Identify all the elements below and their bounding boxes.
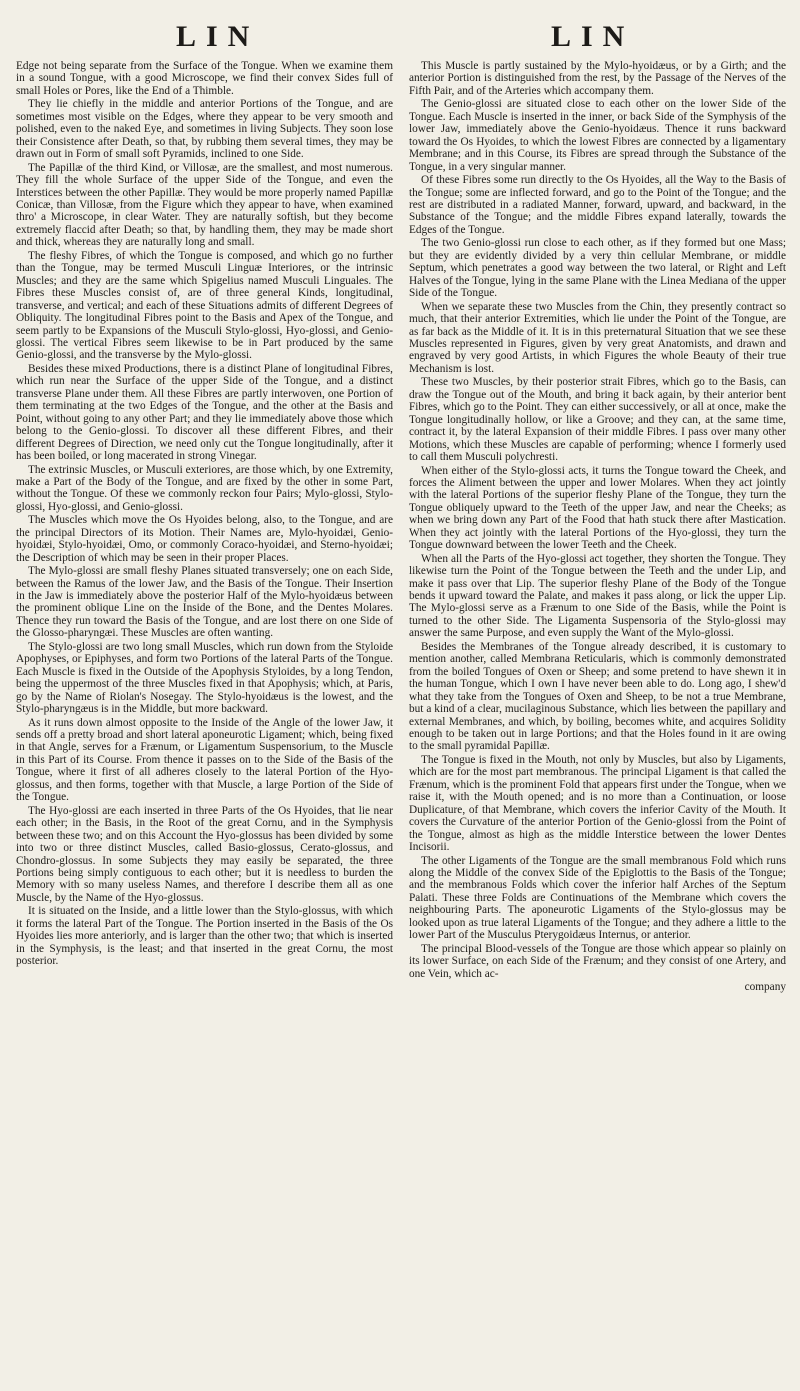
paragraph: Besides these mixed Productions, there is a distinct Plane of longitudinal Fibres, which run near the Surface of the upper Side of the Tongue, and a distinct transverse Plane under them. All these Fibres are partly interwoven, one Portion of them terminating at the two Edges of the Tongue, and the other at the Basis and Point, without going to any other Part; and they lie immediately above those which belong to the Genio-glossi. To discover all these different Fibres, and their different Degrees of Direction, we need only cut the Tongue longitudinally, after it has been boiled, or long macerated in strong Vinegar. [16,362,393,463]
paragraph: It is situated on the Inside, and a little lower than the Stylo-glossus, with which it forms the lateral Part of the Tongue. The Portion inserted in the Basis of the Os Hyoides lies more anteriorly, and is larger than the other two; that which is inserted in the Symphysis, is the least; and that inserted in the great Cornu, the most posterior. [16,905,393,968]
paragraph: This Muscle is partly sustained by the Mylo-hyoidæus, or by a Girth; and the anterior Portion is distinguished from the rest, by the Passage of the Nerves of the Fifth Pair, and of the Arteries which accompany them. [409,60,786,97]
paragraph: Of these Fibres some run directly to the Os Hyoides, all the Way to the Basis of the Tongue; some are inflected forward, and go to the Point of the Tongue; and the rest are distributed in a radiated Manner, forward, upward, and backward, in the Substance of the Tongue; and the middle Fibres expand laterally, towards the Edges of the Tongue. [409,174,786,236]
paragraph: The Genio-glossi are situated close to each other on the lower Side of the Tongue. Each Muscle is inserted in the inner, or back Side of the Symphysis of the lower Jaw, immediately above the Genio-hyoidæus. Thence it runs backward toward the Os Hyoides, to which the lowest Fibres are connected by a ligamentary Membrane; and in this Course, its Fibres are spread through the Substance of the Tongue, in a very singular manner. [409,98,786,173]
header-left: LIN [176,20,260,53]
paragraph: The fleshy Fibres, of which the Tongue is composed, and which go no further than the Tongue, may be termed Musculi Linguæ Interiores, or the intrinsic Muscles; and they are the same which Spigelius named Musculi Linguales. The Fibres these Muscles consist of, are of three general Kinds, longitudinal, transverse, and vertical; and each of these Situations admits of different Degrees of Obliquity. The longitudinal Fibres point to the Basis and Apex of the Tongue, and seem partly to be Expansions of the Musculi Stylo-glossi, Hyo-glossi, and Genio-glossi. The vertical Fibres seem likewise to be in Part produced by the same Genio-glossi, and the transverse by the Mylo-glossi. [16,249,393,362]
paragraph: Besides the Membranes of the Tongue already described, it is customary to mention another, called Membrana Reticularis, which is commonly demonstrated from the boiled Tongues of Oxen or Sheep; and some pretend to have shewn it in the human Tongue, which I own I have never been able to do. Long ago, I shew'd what they take from the Tongues of Oxen and Sheep, to be not a true Membrane, but a kind of a clear, mucilaginous Substance, which lies between the papillary and external Membranes, and which, by boiling, becomes white, and acquires Solidity enough to be taken out in large Portions; and that the Holes found in it are owing to the small pyramidal Papillæ. [409,640,786,753]
running-header [16,10,786,60]
paragraph: When all the Parts of the Hyo-glossi act together, they shorten the Tongue. They likewise turn the Point of the Tongue between the Teeth and the under Lip, and make it pass over that Lip. The superior fleshy Plane of the Body of the Tongue bends it upward toward the Palate, and makes it pass along, or lick the upper Lip. The Mylo-glossi serve as a Frænum to one Side of the Basis, while the Point is turned to the other Side. The Ligamenta Suspensoria of the Stylo-glossi may answer the same Purpose, and even supply the Want of the Mylo-glossi. [409,552,786,640]
paragraph: The Muscles which move the Os Hyoides belong, also, to the Tongue, and are the principal Directors of its Motion. Their Names are, Mylo-hyoidæi, Genio-hyoidæi, Stylo-hyoidæi, Omo, or commonly Coraco-hyoidæi, and Sterno-hyoidæi; the Description of which may be seen in their proper Places. [16,514,393,564]
left-column [16,60,393,994]
text-columns [16,60,786,994]
paragraph: When we separate these two Muscles from the Chin, they presently contract so much, that their anterior Extremities, which lie under the Point of the Tongue, are as far back as the Middle of it. It is in this preternatural Situation that we see these Muscles represented in Figures, given by very great Anatomists, and drawn and engraved by very good Artists, in which Figures the whole Beauty of their true Mechanism is lost. [409,300,786,375]
paragraph: The Papillæ of the third Kind, or Villosæ, are the smallest, and most numerous. They fill the whole Surface of the upper Side of the Tongue, and even the Interstices between the other Papillæ. They would be more properly named Papillæ Conicæ, than Villosæ, from the Figure which they appear to have, when examined thro' a Microscope, in clear Water. They are naturally softish, but they become extremely flaccid after Death; so that, by handling them, they may be made short and thick, whereas they are naturally long and small. [16,161,393,249]
paragraph: The Stylo-glossi are two long small Muscles, which run down from the Styloide Apophyses, or Epiphyses, and form two Portions of the lateral Parts of the Tongue. Each Muscle is fixed in the Outside of the Apophysis Styloides, by a long Tendon, being the uppermost of the three Muscles fixed in that Apophysis; which, at Paris, go by the Name of Riolan's Nosegay. The Stylo-hyoidæus is the lowest, and the Stylo-pharyngæus is in the Middle, but more backward. [16,640,393,716]
paragraph: The extrinsic Muscles, or Musculi exteriores, are those which, by one Extremity, make a Part of the Body of the Tongue, and are fixed by the other in some Part, without the Tongue. Of these we commonly reckon four Pairs; Mylo-glossi, Stylo-glossi, Hyo-glossi, and Genio-glossi. [16,463,393,513]
paragraph: The two Genio-glossi run close to each other, as if they formed but one Mass; but they are evidently divided by a very thin cellular Membrane, or middle Septum, which penetrates a good way between the two lateral, or Right and Left Halves of the Tongue, lying in the same Plane with the Linea Mediana of the upper Side of the Tongue. [409,237,786,300]
paragraph: The Mylo-glossi are small fleshy Planes situated transversely; one on each Side, between the Ramus of the lower Jaw, and the Basis of the Tongue. Their Insertion in the Jaw is immediately above the posterior Half of the Mylo-hyoidæus between the prominent oblique Line on the Inside of the Bone, and the Dentes Molares. Thence they run toward the Basis of the Tongue, and are lost there on one Side of the Glosso-pharyngæi. These Muscles are often wanting. [16,565,393,640]
paragraph: The other Ligaments of the Tongue are the small membranous Fold which runs along the Middle of the convex Side of the Epiglottis to the Basis of the Tongue; and the membranous Folds which cover the inferior half Arches of the Septum Palati. These three Folds are Continuations of the Membrane which covers the neighbouring Parts. The aponeurotic Ligaments of the Stylo-glossus may be looked upon as true lateral Ligaments of the Tongue; and they adhere a little to the lower Part of the Musculus Pterygoidæus Internus, or anterior. [409,854,786,942]
paragraph: As it runs down almost opposite to the Inside of the Angle of the lower Jaw, it sends off a pretty broad and short lateral aponeurotic Ligament; which, being fixed in that Angle, serves for a Frænum, or Ligamentum Suspensorium, to the Muscle in this Part of its Course. From thence it passes on to the Side of the Basis of the Tongue, where it first of all adheres closely to the lateral Portion of the Hyo-glossus, and then forms, together with that Muscle, a large Portion of the Side of the Tongue. [16,716,393,804]
paragraph: Edge not being separate from the Surface of the Tongue. When we examine them in a sound Tongue, with a good Microscope, we find their convex Sides full of small Holes or Pores, like the End of a Thimble. [16,60,393,97]
paragraph: They lie chiefly in the middle and anterior Portions of the Tongue, and are sometimes most visible on the Edges, where they appear to be very smooth and polished, even to the naked Eye, and sometimes in living Subjects. They soon lose their Consistence after Death, so that, by rubbing them several times, they may be drawn out in Form of small soft Pyramids, inclined to one Side. [16,98,393,161]
paragraph: When either of the Stylo-glossi acts, it turns the Tongue toward the Cheek, and forces the Aliment between the upper and lower Molares. When they act jointly with the lateral Portions of the superior fleshy Plane of the Tongue, they turn the Tongue obliquely upward to the Teeth of the upper Jaw, and near the Cheeks; as when we bring down any Part of the Food that hath stuck there after Mastication. When they act jointly with the lateral Portions of the Hyo-glossi, they turn the Tongue downward between the lower Teeth and the Cheek. [409,464,786,552]
paragraph: The Hyo-glossi are each inserted in three Parts of the Os Hyoides, that lie near each other; in the Basis, in the Root of the great Cornu, and in the Symphysis between these two; and on this Account the Hyo-glossus has been divided by some into two or three distinct Muscles, called Basio-glossus, Cerato-glossus, and Chondro-glossus. In some Subjects they may easily be separated, the three Portions being simply contiguous to each other; but it is needless to burden the Memory with so many useless Names, and therefore I describe them all as one Muscle, by the Name of the Hyo-glossus. [16,804,393,904]
paragraph: The principal Blood-vessels of the Tongue are those which appear so plainly on its lower Surface, on each Side of the Frænum; and they consist of one Artery, and one Vein, which ac- [409,942,786,980]
paragraph: The Tongue is fixed in the Mouth, not only by Muscles, but also by Ligaments, which are for the most part membranous. The principal Ligament is that called the Frænum, which is the prominent Fold that appears first under the Tongue, when we raise it, with the Mouth opened; and is no more than a Continuation, or loose Duplicature, of that Membrane, which covers the inferior Cavity of the Mouth. It covers the Curvature of the anterior Portion of the Genio-glossi from the Point of the Tongue, almost as high as the middle Interstice between the lower Dentes Incisorii. [409,753,786,854]
right-column [409,60,786,994]
catchword: company [744,981,786,994]
paragraph: These two Muscles, by their posterior strait Fibres, which go to the Basis, can draw the Tongue out of the Mouth, and bring it back again, by their anterior bent Fibres, which go to the Point. They can either successively, or all at once, make the Tongue longitudinally hollow, or like a Groove; and they can, at the same time, contract it, by the lateral Expansion of their middle Fibres. I pass over many other Motions, which these Muscles are capable of performing; whence I formerly used to call them Musculi polychresti. [409,376,786,464]
header-right: LIN [551,20,635,53]
